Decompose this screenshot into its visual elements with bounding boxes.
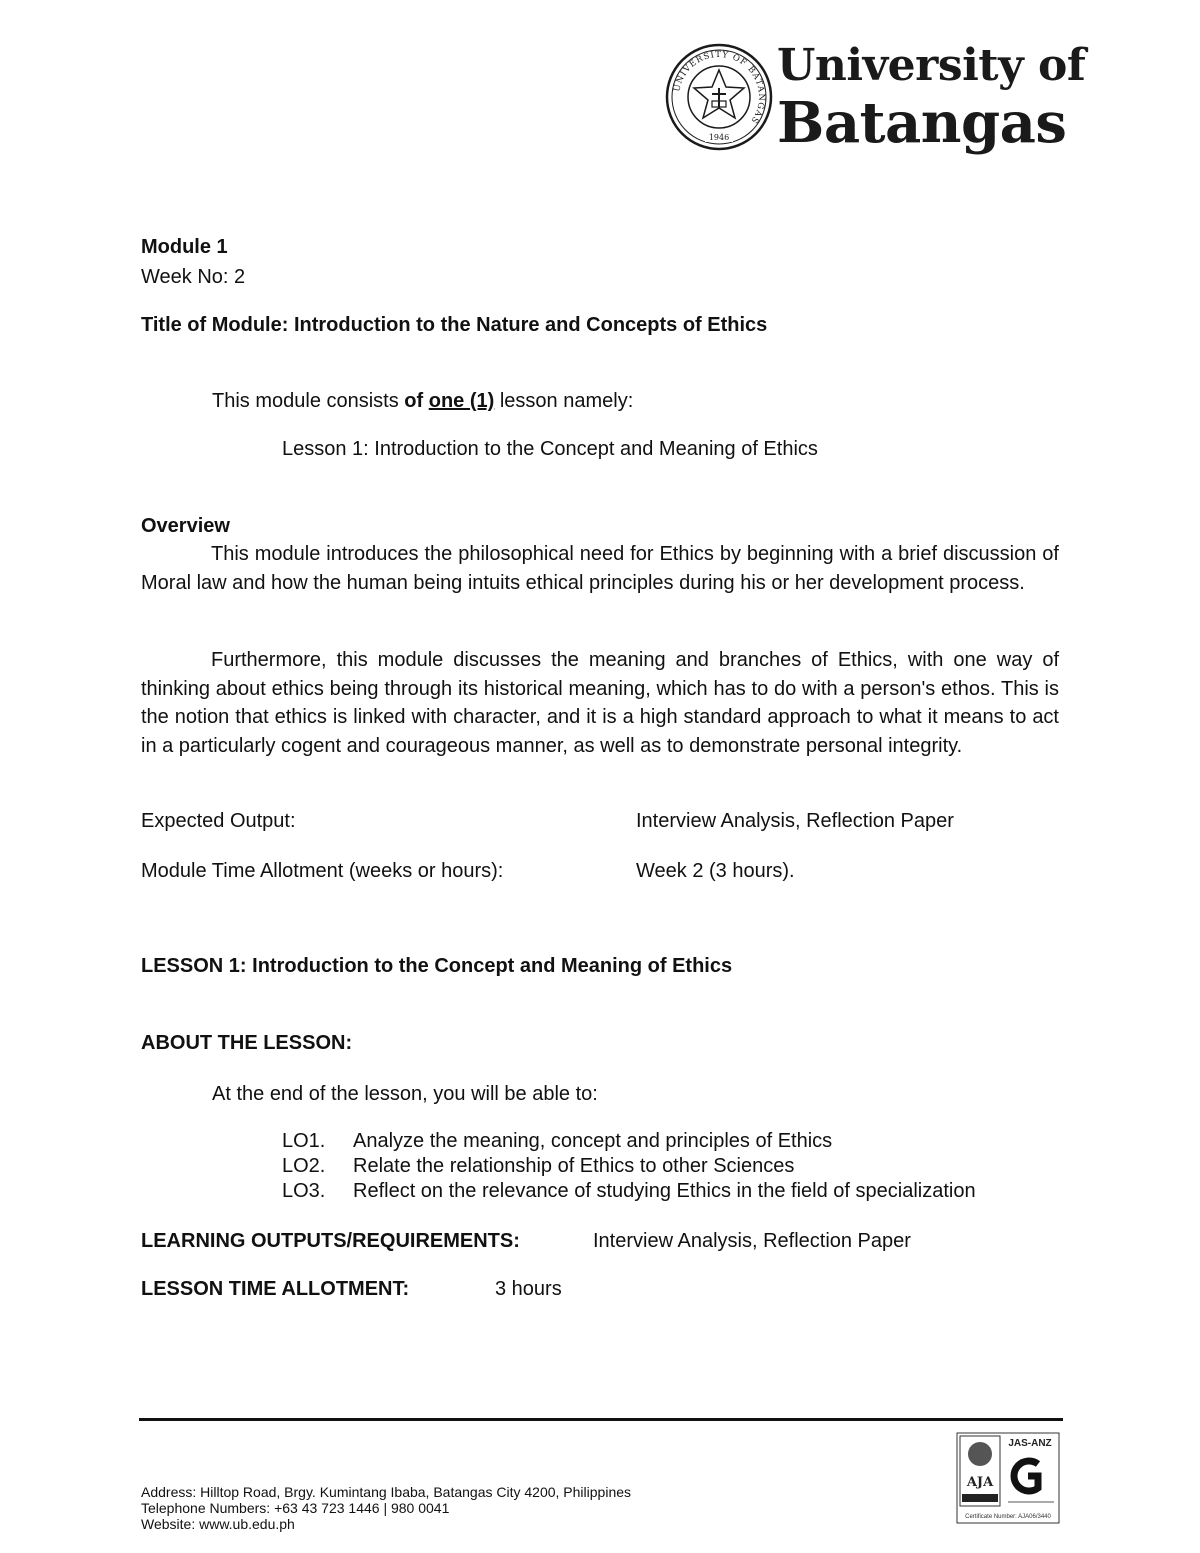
footer-telephone: Telephone Numbers: +63 43 723 1446 | 980 0041 [141,1500,450,1516]
university-name-line1: University of [777,40,1086,91]
cert-number-text: Certificate Number: AJA06/3440 [965,1514,1051,1520]
footer-address: Address: Hilltop Road, Brgy. Kumintang Ibaba, Batangas City 4200, Philippines [141,1484,632,1500]
outcome-code: LO3. [282,1180,326,1202]
consists-of: of [404,390,429,412]
overview-heading: Overview [141,515,230,537]
university-seal-icon [665,43,773,151]
footer-website: Website: www.ub.edu.ph [141,1516,295,1532]
time-allotment-value: Week 2 (3 hours). [636,860,795,882]
module-number: Module 1 [141,236,228,258]
module-title: Title of Module: Introduction to the Nature and Concepts of Ethics [141,314,768,336]
consists-count: one (1) [428,390,495,412]
outcome-text: Relate the relationship of Ethics to other Sciences [353,1155,795,1177]
learning-outcome [282,1179,976,1204]
week-number: Week No: 2 [141,266,246,288]
footer-divider [139,1418,1063,1421]
module-consists-line [212,387,633,415]
certification-badge-icon [956,1432,1060,1524]
lesson-list-item: Lesson 1: Introduction to the Concept and Meaning of Ethics [282,438,818,460]
lesson-time-allotment-value: 3 hours [495,1278,562,1300]
svg-text:UNIVERSITY OF BATANGAS [672,50,766,126]
overview-paragraph-1 [141,540,1059,597]
outcome-code: LO2. [282,1155,326,1177]
about-lesson-heading: ABOUT THE LESSON: [141,1032,353,1054]
expected-output-label: Expected Output: [141,810,296,832]
cert-badge-text: AJA [966,1475,994,1490]
lesson-title: LESSON 1: Introduction to the Concept and Meaning of Ethics [141,955,733,977]
learning-outputs-label: LEARNING OUTPUTS/REQUIREMENTS: [141,1230,520,1252]
learning-outcome [282,1154,976,1179]
time-allotment-label: Module Time Allotment (weeks or hours): [141,860,504,882]
lesson-intro: At the end of the lesson, you will be able to: [212,1083,598,1105]
overview-paragraph-2-text: Furthermore, this module discusses the meaning and branches of Ethics, with one way of thinking about ethics being through its historical meaning, which has to do with a person's ethos. This is the notion that ethics is linked with character, and it is a high standard approach to what it means to act in a particularly cogent and courageous manner, as well as to demonstrate personal integrity. [141,649,1059,757]
learning-outcomes-list [282,1129,976,1204]
seal-text: UNIVERSITY OF BATANGAS [672,49,767,126]
university-name-line2: Batangas [777,90,1067,156]
overview-paragraph-1-text: This module introduces the philosophical need for Ethics by beginning with a brief discussion of Moral law and how the human being intuits ethical principles during his or her development process. [141,543,1059,594]
learning-outcome [282,1129,976,1154]
consists-suffix: lesson namely: [494,390,634,412]
outcome-code: LO1. [282,1130,326,1152]
outcome-text: Reflect on the relevance of studying Ethics in the field of specialization [353,1180,976,1202]
consists-prefix: This module consists [212,390,405,412]
cert-accreditor-text: JAS-ANZ [1008,1438,1052,1449]
expected-output-value: Interview Analysis, Reflection Paper [636,810,954,832]
learning-outputs-value: Interview Analysis, Reflection Paper [593,1230,911,1252]
footer-contact [141,1484,631,1532]
seal-year: 1946 [708,133,730,142]
lesson-time-allotment-label: LESSON TIME ALLOTMENT: [141,1278,410,1300]
overview-paragraph-2 [141,646,1059,760]
university-logo [665,40,1086,160]
outcome-text: Analyze the meaning, concept and principles of Ethics [353,1130,833,1152]
